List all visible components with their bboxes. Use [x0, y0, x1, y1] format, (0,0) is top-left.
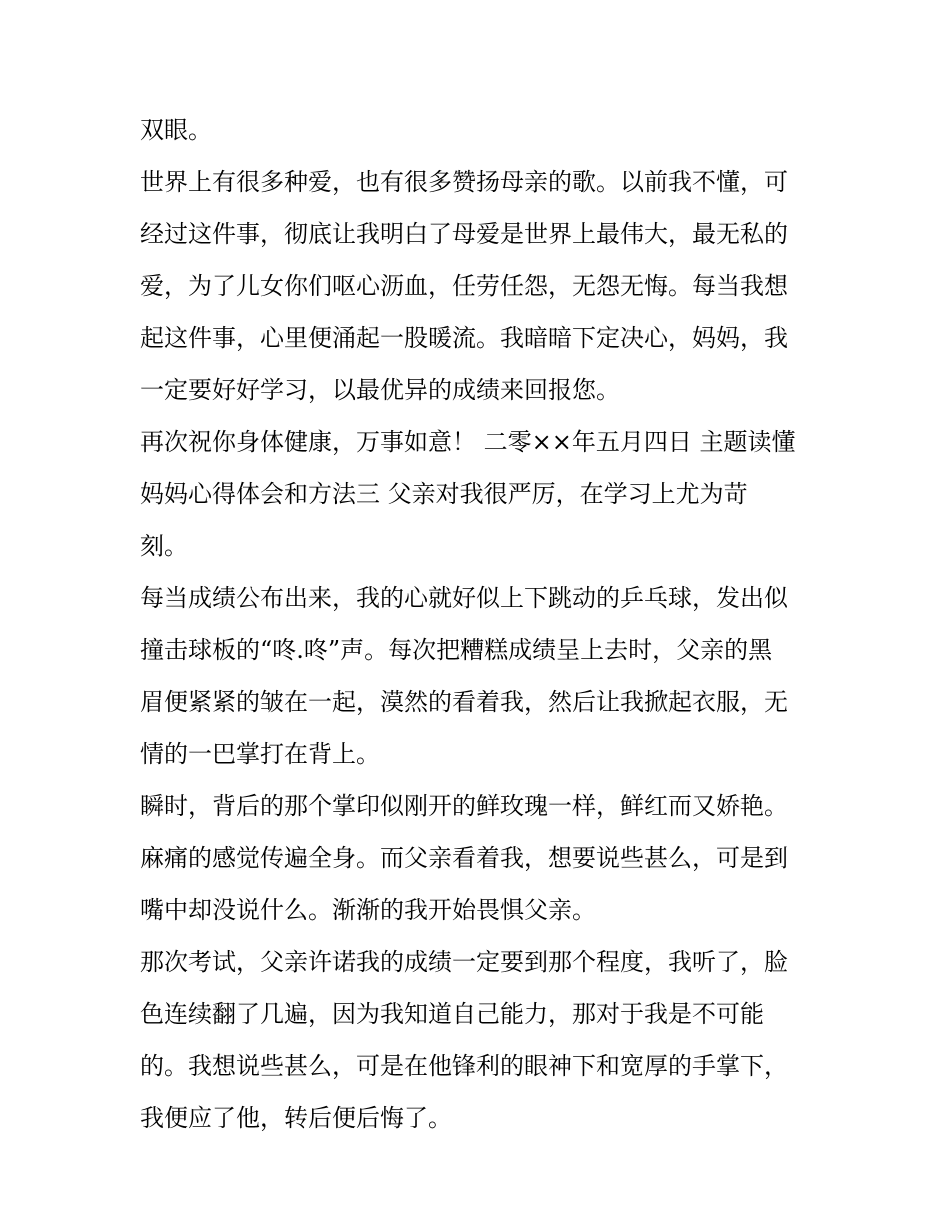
text-line: 经过这件事，彻底让我明白了母爱是世界上最伟大，最无私的 [140, 220, 788, 248]
text-line: 情的一巴掌打在背上。 [140, 740, 380, 768]
text-line: 再次祝你身体健康，万事如意！ 二零××年五月四日 主题读懂 [140, 428, 796, 456]
text-line: 的。我想说些甚么，可是在他锋利的眼神下和宽厚的手掌下， [140, 1052, 788, 1080]
document-body [140, 108, 820, 1148]
text-line: 起这件事，心里便涌起一股暖流。我暗暗下定决心，妈妈，我 [140, 324, 788, 352]
text-line: 那次考试，父亲许诺我的成绩一定要到那个程度，我听了，脸 [140, 948, 788, 976]
text-line: 我便应了他，转后便后悔了。 [140, 1104, 452, 1132]
text-line: 眉便紧紧的皱在一起，漠然的看着我，然后让我掀起衣服，无 [140, 688, 788, 716]
text-line: 双眼。 [140, 116, 212, 144]
text-line: 嘴中却没说什么。渐渐的我开始畏惧父亲。 [140, 896, 596, 924]
text-line: 每当成绩公布出来，我的心就好似上下跳动的乒乓球，发出似 [140, 584, 788, 612]
text-line: 世界上有很多种爱，也有很多赞扬母亲的歌。以前我不懂，可 [140, 168, 788, 196]
text-line: 色连续翻了几遍，因为我知道自己能力，那对于我是不可能 [140, 1000, 764, 1028]
text-line: 妈妈心得体会和方法三 父亲对我很严厉，在学习上尤为苛 [140, 480, 748, 508]
text-line: 刻。 [140, 532, 188, 560]
text-line: 一定要好好学习，以最优异的成绩来回报您。 [140, 376, 620, 404]
text-line: 爱，为了儿女你们呕心沥血，任劳任怨，无怨无悔。每当我想 [140, 272, 788, 300]
text-line: 麻痛的感觉传遍全身。而父亲看着我，想要说些甚么，可是到 [140, 844, 788, 872]
text-line: 撞击球板的“咚.咚”声。每次把糟糕成绩呈上去时，父亲的黑 [140, 636, 773, 664]
text-line: 瞬时，背后的那个掌印似刚开的鲜玫瑰一样，鲜红而又娇艳。 [140, 792, 788, 820]
